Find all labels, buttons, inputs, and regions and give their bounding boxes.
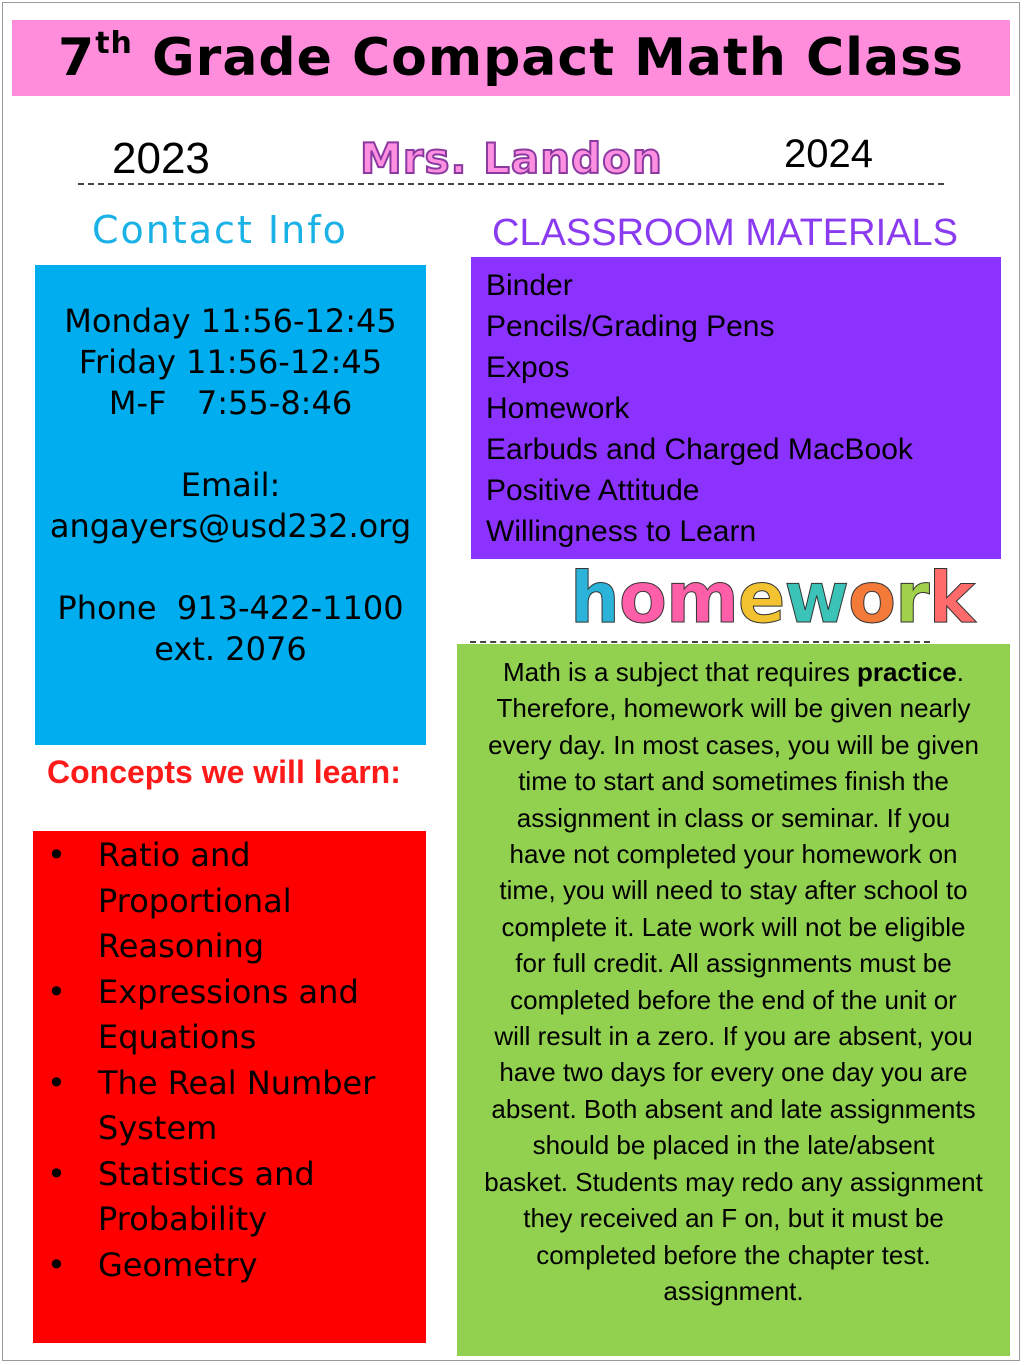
policy-line: time to start and sometimes finish the [518,766,949,797]
homework-logo-letter: e [737,557,785,639]
homework-policy-box [457,644,1010,1356]
policy-line: completed before the end of the unit or [510,984,957,1015]
bullet: • [47,1245,66,1284]
concept-item [33,1243,426,1289]
concept-line: System [98,1109,218,1147]
concepts-box [33,831,426,1343]
concept-line: Statistics and [98,1154,315,1193]
schedule-line: Monday 11:56-12:45 [64,302,397,340]
year-end: 2024 [784,132,873,176]
concept-item [33,1152,426,1243]
schedule-line: Friday 11:56-12:45 [78,343,383,381]
concept-item [33,833,426,970]
concept-item [33,1061,426,1152]
divider [470,641,930,643]
bullet: • [47,1154,66,1193]
email-label: Email: [180,466,281,504]
title-number: 7 [58,28,96,88]
concept-line: The Real Number [98,1063,376,1102]
material-item: Earbuds and Charged MacBook [486,433,913,466]
phone-extension: ext. 2076 [154,630,307,668]
bullet: • [47,836,66,874]
policy-line: completed before the chapter test. [536,1239,931,1270]
teacher-name: Mrs. Landon [360,134,663,183]
materials-heading: CLASSROOM MATERIALS [492,212,958,254]
concept-item [33,970,426,1061]
material-item: Expos [486,351,570,384]
bullet: • [47,972,66,1011]
homework-logo-letter: o [618,557,666,639]
concept-line: Geometry [98,1245,258,1284]
policy-line: complete it. Late work will not be eligible [501,911,966,942]
emphasis-practice: practice [857,657,957,687]
contact-heading: Contact Info [92,208,348,252]
policy-line: assignment in class or seminar. If you [516,802,951,833]
policy-line: have not completed your homework on [509,839,958,870]
policy-line: Therefore, homework will be given nearly [496,693,971,724]
concept-line: Equations [98,1018,257,1056]
material-item: Binder [486,269,573,302]
homework-logo-letter: h [570,557,619,639]
concept-line: Ratio and [98,836,251,874]
schedule-line: M-F 7:55-8:46 [108,384,353,422]
title-superscript: th [95,26,133,61]
homework-logo-letter: w [784,557,849,639]
divider [78,183,944,185]
policy-line: every day. In most cases, you will be given [488,729,979,760]
concepts-heading: Concepts we will learn: [47,754,401,790]
policy-line: absent. Both absent and late assignments [491,1093,976,1124]
policy-line: basket. Students may redo any assignment [484,1166,983,1197]
email-address: angayers@usd232.org [49,507,412,545]
concept-line: Proportional [98,881,292,920]
policy-line: they received an F on, but it must be [523,1203,944,1234]
concept-line: Reasoning [98,927,265,965]
materials-box [471,257,1001,559]
material-item: Homework [486,392,630,425]
policy-line: for full credit. All assignments must be [515,948,952,979]
policy-line: Math is a subject that requires practice. [502,657,965,687]
policy-line: should be placed in the late/absent [532,1130,935,1161]
bullet: • [47,1063,66,1102]
homework-logo [570,556,975,640]
title-text: Grade Compact Math Class [152,28,964,88]
policy-line: assignment. [663,1275,804,1306]
material-item: Pencils/Grading Pens [486,310,775,343]
page-title [12,20,1010,96]
policy-line: time, you will need to stay after school to [499,875,968,906]
contact-info-box [35,265,426,745]
material-item: Willingness to Learn [486,515,757,548]
phone-number: Phone 913-422-1100 [57,589,404,627]
year-start: 2023 [112,134,210,183]
material-item: Positive Attitude [486,474,700,507]
homework-logo-letter: k [928,557,975,639]
concept-line: Expressions and [98,972,359,1011]
homework-logo-letter: m [665,557,738,639]
homework-logo-letter: r [895,557,929,639]
policy-line: will result in a zero. If you are absent, you [494,1021,973,1052]
concept-line: Probability [98,1200,268,1238]
homework-logo-letter: o [848,557,896,639]
policy-line: have two days for every one day you are [499,1057,968,1088]
